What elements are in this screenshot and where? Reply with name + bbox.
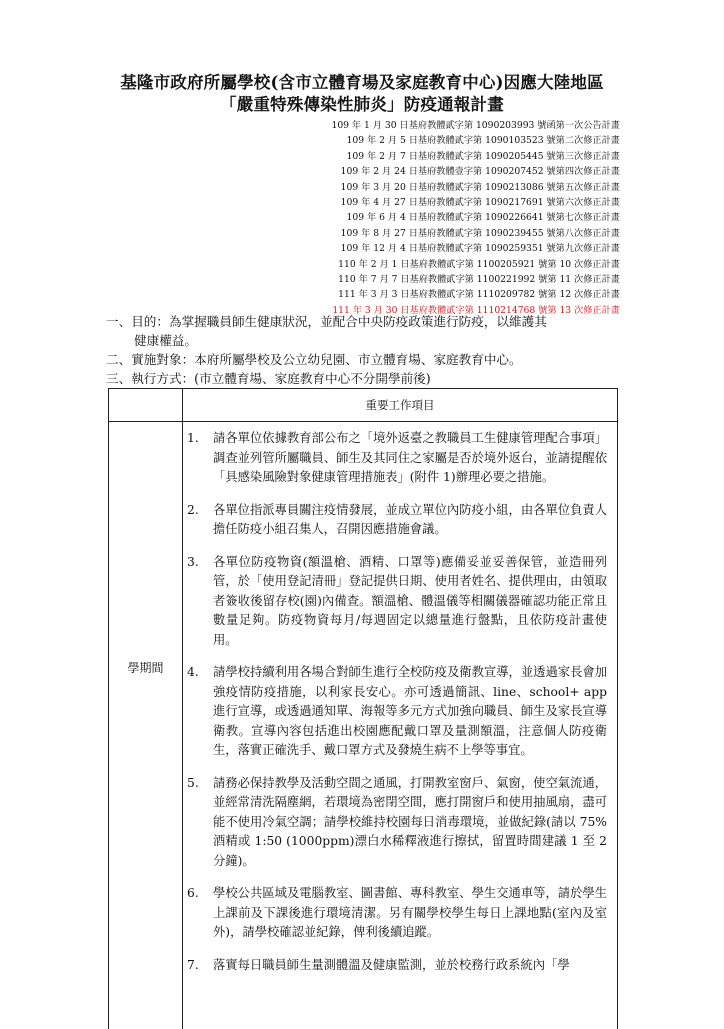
revision-line: 109 年 6 月 4 日基府教體貳字第 1090226641 號第七次修正計畫 <box>346 212 620 224</box>
section-purpose: 一、目的：為掌握職員師生健康狀況，並配合中央防疫政策進行防疫，以維護其 <box>106 314 547 329</box>
revision-line: 109 年 2 月 24 日基府教體壹字第 1090207452 號第四次修正計畫 <box>340 166 620 178</box>
document-title-line-1: 基隆市政府所屬學校(含市立體育場及家庭教育中心)因應大陸地區 <box>120 73 604 92</box>
item-text: 落實每日職員師生量測體溫及健康監測，並於校務行政系統內「學 <box>213 957 570 972</box>
table-header-work-items: 重要工作項目 <box>365 398 435 412</box>
list-item <box>187 956 607 976</box>
item-number: 3. <box>187 554 199 569</box>
item-text: 請各單位依據教育部公布之「境外返臺之教職員工生健康管理配合事項」調查並列管所屬職員、師生及其同住之家屬是否於境外返台，並請提醒依「具感染風險對象健康管理措施表」(附件 1)辦理必要之措施。 <box>213 431 607 484</box>
list-item <box>187 884 607 943</box>
revision-line: 109 年 4 月 27 日基府教體貳字第 1090217691 號第六次修正計畫 <box>340 197 620 209</box>
section-method: 三、執行方式：(市立體育場、家庭教育中心不分開學前後) <box>106 371 431 386</box>
work-items-list <box>187 429 607 988</box>
revision-line: 109 年 2 月 5 日基府教體貳字第 1090103523 號第二次修正計畫 <box>346 135 620 147</box>
revision-line: 109 年 3 月 20 日基府教體貳字第 1090213086 號第五次修正計畫 <box>340 181 620 193</box>
item-number: 4. <box>187 665 199 679</box>
table-column-divider <box>182 389 183 1029</box>
item-text: 請務必保持教學及活動空間之通風，打開教室窗戶、氣窗，使空氣流通，並經常清洗隔塵網，若環境為密閉空間，應打開窗戶和使用抽風扇，盡可能不使用冷氣空調；請學校維持校園每日消毒環境，並做紀錄(請以 75%酒精或 1:50 (1000ppm)漂白水稀釋液進行擦拭，留置時間建議 1 至 2 分鐘)。 <box>213 775 607 868</box>
item-text: 各單位防疫物資(額溫槍、酒精、口罩等)應備妥並妥善保管，並造冊列管，於「使用登記清冊」登記提供日期、使用者姓名、提供理由，由領取者簽收後留存校(園)內備查。額溫槍、體溫儀等相關儀器確認功能正常且數量足夠。防疫物資每月/每週固定以總量進行盤點，且依防疫計畫使用。 <box>213 554 607 647</box>
table-header-divider <box>109 421 617 422</box>
item-text: 各單位指派專員關注疫情發展，並成立單位內防疫小組，由各單位負責人擔任防疫小組召集人，召開因應措施會議。 <box>213 502 607 536</box>
list-item <box>187 774 607 872</box>
item-number: 1. <box>187 431 199 445</box>
item-number: 6. <box>187 886 199 900</box>
list-item <box>187 501 607 540</box>
revision-history <box>331 118 620 318</box>
item-text: 學校公共區域及電腦教室、圖書館、專科教室、學生交通車等，請於學生上課前及下課後進行環境清潔。另有關學校學生每日上課地點(室內及室外)，請學校確認並紀錄，俾利後續追蹤。 <box>213 886 607 939</box>
section-target: 二、實施對象：本府所屬學校及公立幼兒園、市立體育場、家庭教育中心。 <box>106 352 522 367</box>
section-purpose-continued: 健康權益。 <box>134 333 197 348</box>
work-items-table <box>108 388 618 1029</box>
revision-line: 111 年 3 月 3 日基府教體貳字第 1110209782 號第 12 次修正計畫 <box>338 289 620 301</box>
revision-line: 110 年 2 月 1 日基府教體貳字第 1100205921 號第 10 次修正計畫 <box>338 258 620 270</box>
item-number: 5. <box>187 775 199 790</box>
table-period-label: 學期間 <box>127 661 164 675</box>
revision-line: 109 年 2 月 7 日基府教體貳字第 1090205445 號第三次修正計畫 <box>346 150 620 162</box>
list-item <box>187 429 607 488</box>
list-item <box>187 553 607 651</box>
item-text: 請學校持續利用各場合對師生進行全校防疫及衛教宣導，並透過家長會加強疫情防疫措施，以利家長安心。亦可透過簡訊、line、school+ app 進行宣導，或透過通知單、海報等多元方式加強向職員、師生及家長宣導衛教。宣導內容包括進出校園應配戴口罩及量測額溫，注意個人防疫衛生，落實正確洗手、戴口罩方式及發燒生病不上學等事宜。 <box>213 665 607 757</box>
list-item <box>187 663 607 761</box>
item-number: 7. <box>187 957 199 972</box>
item-number: 2. <box>187 502 199 517</box>
document-title-line-2: 「嚴重特殊傳染性肺炎」防疫通報計畫 <box>220 95 504 114</box>
revision-line: 109 年 1 月 30 日基府教體貳字第 1090203993 號函第一次公告計畫 <box>331 120 620 131</box>
revision-line-latest: 111 年 3 月 30 日基府教體貳字第 1110214768 號第 13 次修正計畫 <box>332 304 620 316</box>
revision-line: 110 年 7 月 7 日基府教體貳字第 1100221992 號第 11 次修正計畫 <box>338 274 620 286</box>
revision-line: 109 年 12 月 4 日基府教體貳字第 1090259351 號第九次修正計畫 <box>340 243 620 255</box>
revision-line: 109 年 8 月 27 日基府教體貳字第 1090239455 號第八次修正計畫 <box>340 227 620 239</box>
